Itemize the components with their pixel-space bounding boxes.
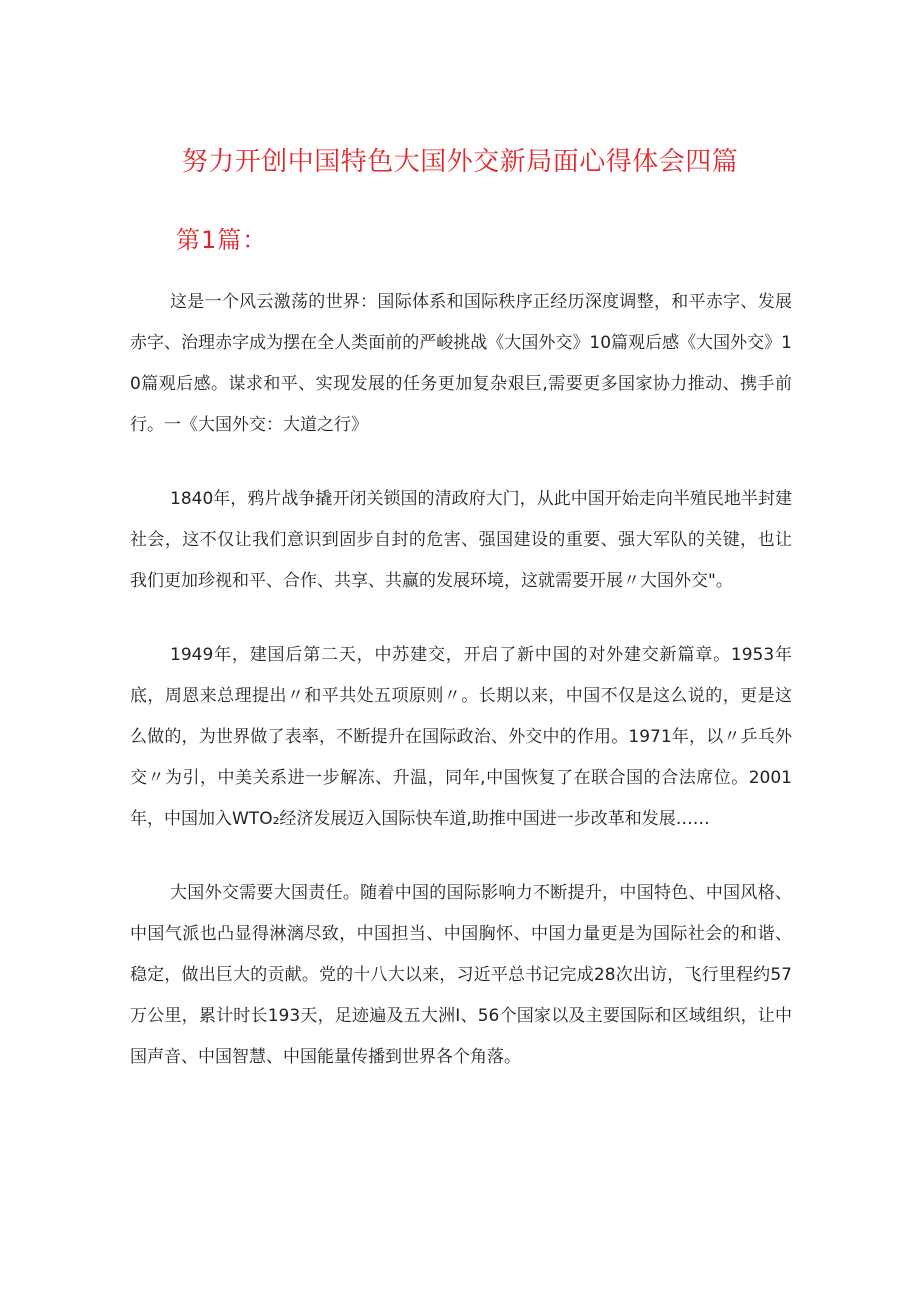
document-title: 努力开创中国特色大国外交新局面心得体会四篇 [181,147,739,177]
paragraph: 这是一个风云激荡的世界：国际体系和国际秩序正经历深度调整，和平赤字、发展赤字、治理赤字成为摆在全人类面前的严峻挑战《大国外交》10篇观后感《大国外交》10篇观后感。谋求和平、实现发展的任务更加复杂艰巨,需要更多国家协力推动、携手前行。一《大国外交：大道之行》 [130,292,792,435]
paragraph: 1840年，鸦片战争撬开闭关锁国的清政府大门，从此中国开始走向半殖民地半封建社会，这不仅让我们意识到固步自封的危害、强国建设的重要、强大军队的关键，也让我们更加珍视和平、合作、共享、共赢的发展环境，这就需要开展〃大国外交"。 [130,489,792,591]
document-body [130,282,792,1111]
paragraph: 1949年，建国后第二天，中苏建交，开启了新中国的对外建交新篇章。1953年底，周恩来总理提出〃和平共处五项原则〃。长期以来，中国不仅是这么说的，更是这么做的，为世界做了表率，不断提升在国际政治、外交中的作用。1971年，以〃乒乓外交〃为引，中美关系进一步解冻、升温，同年,中国恢复了在联合国的合法席位。2001年，中国加入WTO₂经济发展迈入国际快车道,助推中国进一步改革和发展…… [130,645,792,829]
paragraph: 大国外交需要大国责任。随着中国的国际影响力不断提升，中国特色、中国风格、中国气派也凸显得淋漓尽致，中国担当、中国胸怀、中国力量更是为国际社会的和谐、稳定，做出巨大的贡献。党的十八大以来，习近平总书记完成28次出访，飞行里程约57万公里，累计时长193天，足迹遍及五大洲Ⅰ、56个国家以及主要国际和区域组织，让中国声音、中国智慧、中国能量传播到世界各个角落。 [130,883,792,1067]
section-heading: 第1篇： [176,226,268,254]
